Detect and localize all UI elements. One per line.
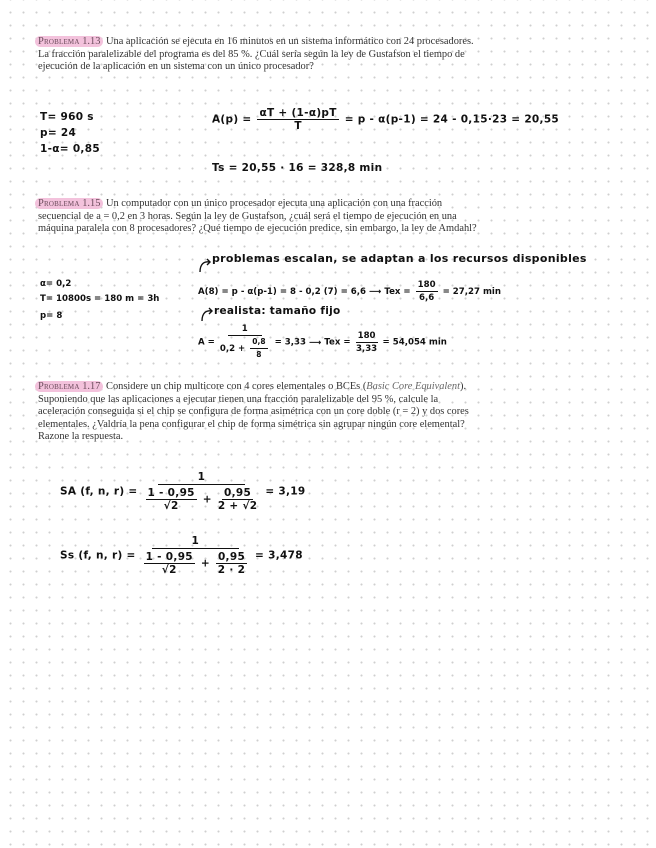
gustafson-numerator: 180	[417, 280, 436, 290]
amdahl-lhs: A =	[198, 337, 215, 348]
sa-plus: +	[202, 493, 212, 506]
sa-term1-numerator: 1 - 0,95	[147, 487, 195, 499]
sa-term1	[146, 488, 197, 511]
problem-1-15	[38, 198, 478, 236]
amdahl-time-numerator: 180	[357, 330, 376, 341]
problem-text-b: ). Suponiendo que las aplicaciones a ejecutar tienen una fracción paralelizable del 95 %, calcule la aceleración conseguida si el chip se configura de forma asimétrica con un core doble (r = 2) y dos cores elementales. ¿Valdría la pena configurar el chip de forma simétrica sin agrupar ningún core elemental? Razone la respuesta.	[38, 381, 469, 443]
problem-highlight	[35, 381, 103, 392]
amdahl-den-fraction	[250, 337, 267, 360]
problem-highlight	[35, 198, 103, 209]
ss-term1	[144, 552, 195, 575]
note-amdahl-calc	[198, 324, 447, 360]
arrow-right-icon: ⟶	[369, 287, 382, 297]
gustafson-speedup: A(8) = p - α(p-1) = 8 - 0,2 (7) = 6,6	[198, 287, 367, 297]
ss-result: = 3,478	[255, 549, 303, 562]
formula-numerator: αT + (1-α)pT	[259, 107, 337, 119]
amdahl-time-fraction	[356, 331, 378, 354]
annotation-amdahl: realista: tamaño fijo	[214, 305, 341, 317]
note-given-t: T= 10800s = 180 m = 3h	[40, 294, 160, 304]
note-gustafson-calc	[198, 280, 501, 303]
note-symmetric-speedup	[60, 536, 303, 575]
problem-1-17	[38, 381, 478, 444]
amdahl-numerator: 1	[228, 324, 262, 336]
formula-denominator: T	[294, 120, 302, 132]
problem-label: Problema	[38, 381, 80, 392]
amdahl-time-denominator: 3,33	[355, 343, 378, 354]
amdahl-tex-label: Tex =	[324, 337, 351, 348]
amdahl-denominator	[220, 336, 270, 360]
problem-text: Un computador con un único procesador ejecuta una aplicación con una fracción secuencial de a = 0,2 en 3 horas. Según la ley de Gustafson, ¿cuál será el tiempo de ejecución en una máquina paralela con 8 procesadores? ¿Qué tiempo de ejecución predice, sin embargo, la ley de Amdahl?	[38, 198, 477, 235]
ss-plus: +	[200, 557, 210, 570]
amdahl-den-numerator: 0,8	[250, 337, 267, 349]
sa-term2-numerator: 0,95	[224, 487, 252, 499]
formula-fraction	[257, 108, 338, 131]
sa-term2	[218, 488, 258, 511]
problem-number: 1.15	[82, 198, 101, 209]
formula-lhs: A(p) =	[212, 113, 252, 126]
amdahl-fraction	[220, 324, 270, 360]
ss-lhs: Ss (f, n, r) =	[60, 549, 136, 562]
amdahl-speedup: = 3,33	[274, 337, 306, 348]
amdahl-den-seq: 0,2 +	[219, 344, 246, 354]
ss-fraction	[142, 536, 249, 575]
note-given-t: T= 960 s	[40, 111, 94, 123]
annotation-gustafson: problemas escalan, se adaptan a los recursos disponibles	[212, 252, 587, 265]
problem-number: 1.13	[82, 36, 101, 47]
problem-text-a: Considere un chip multicore con 4 cores elementales o BCEs (	[106, 381, 367, 392]
formula-rest: = p - α(p-1) = 24 - 0,15·23 = 20,55	[344, 113, 560, 126]
arrow-curve-icon	[198, 258, 212, 274]
problem-highlight	[35, 36, 103, 47]
sa-result: = 3,19	[265, 485, 306, 498]
ss-term1-denominator: √2	[161, 564, 177, 576]
problem-label: Problema	[38, 198, 80, 209]
sa-term1-denominator: √2	[163, 500, 179, 512]
gustafson-result: = 27,27 min	[442, 287, 501, 297]
problem-text: Una aplicación se ejecuta en 16 minutos en un sistema informático con 24 procesadores. La fracción paralelizable del programa es del 85 %. ¿Cuál sería según la ley de Gustafson el tiempo de ejecución de la aplicación en un sistema con un único procesador?	[38, 36, 474, 73]
gustafson-fraction	[416, 280, 438, 303]
sa-fraction	[144, 472, 260, 511]
sa-numerator: 1	[158, 472, 246, 485]
note-given-alpha: α= 0,2	[40, 279, 72, 289]
ss-term2-denominator: 2 · 2	[217, 564, 246, 576]
arrow-right-icon: ⟶	[308, 337, 322, 348]
ss-term2-numerator: 0,95	[217, 551, 246, 563]
note-result-ts: Ts = 20,55 · 16 = 328,8 min	[212, 162, 383, 174]
ss-term2	[216, 552, 247, 575]
ss-term1-numerator: 1 - 0,95	[145, 551, 193, 563]
sa-term2-denominator: 2 + √2	[217, 500, 258, 512]
note-given-p: p= 24	[40, 127, 77, 139]
amdahl-result: = 54,054 min	[382, 337, 447, 348]
ss-denominator	[142, 549, 249, 575]
sa-denominator	[144, 485, 260, 511]
note-gustafson-formula	[212, 108, 559, 131]
note-given-alpha: 1-α= 0,85	[40, 143, 100, 155]
problem-number: 1.17	[82, 381, 101, 392]
problem-1-13	[38, 36, 478, 74]
arrow-curve-icon	[200, 307, 214, 323]
note-given-p: p= 8	[40, 311, 63, 321]
problem-text-italic: Basic Core Equivalent	[366, 381, 460, 392]
gustafson-denominator: 6,6	[419, 293, 435, 303]
sa-lhs: SA (f, n, r) =	[60, 485, 138, 498]
problem-label: Problema	[38, 36, 80, 47]
gustafson-tex-label: Tex =	[384, 287, 411, 297]
note-asymmetric-speedup	[60, 472, 306, 511]
amdahl-den-denominator: 8	[256, 350, 262, 359]
ss-numerator: 1	[152, 536, 240, 549]
